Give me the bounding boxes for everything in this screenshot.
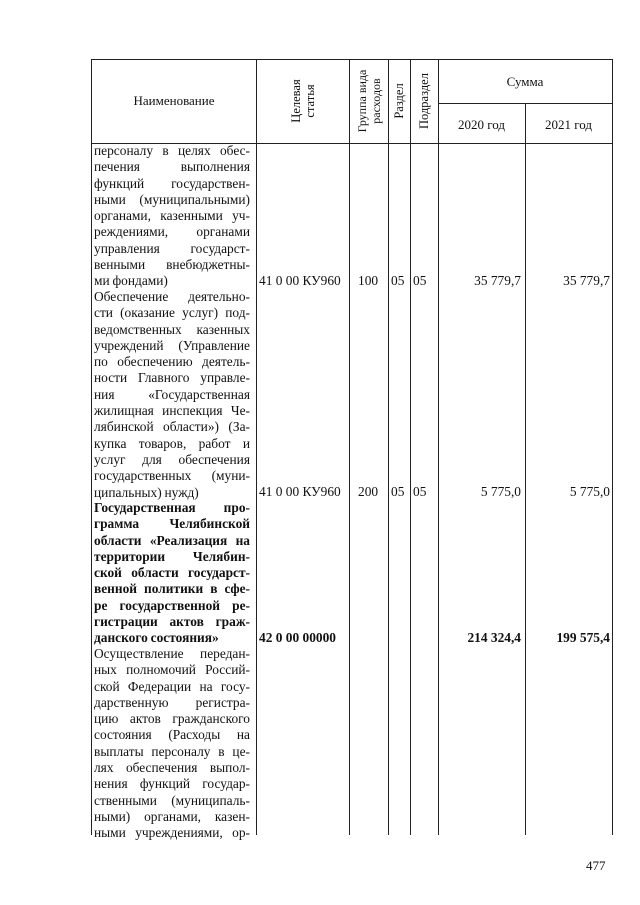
table-left-border <box>91 59 92 835</box>
row-0-section: 05 <box>391 273 405 288</box>
name-line: ных полномочий Россий- <box>94 662 250 678</box>
name-line: государственных (муни- <box>94 468 250 484</box>
row-0-subsection: 05 <box>413 273 427 288</box>
table-top-border <box>91 59 612 60</box>
name-line: Государственная про- <box>94 500 250 515</box>
name-line: реждениями, органами <box>94 224 250 240</box>
row-1-group: 200 <box>358 484 379 499</box>
row-1-name <box>94 289 250 501</box>
row-1-sum-2021: 5 775,0 <box>569 484 610 499</box>
col-divider-target <box>256 59 257 835</box>
name-line: дарственную регистра- <box>94 694 250 710</box>
name-line: ными учреждениями, ор- <box>94 825 250 841</box>
name-line: области «Реализация на <box>94 532 250 548</box>
name-line: Осуществление передан- <box>94 646 250 661</box>
col-divider-group <box>349 59 350 835</box>
name-line: лях обеспечения выпол- <box>94 760 250 776</box>
name-line: печения выполнения <box>94 159 250 175</box>
header-year-2021: 2021 год <box>545 117 592 132</box>
name-line: гистрации актов граж- <box>94 614 250 630</box>
col-divider-years <box>525 103 526 835</box>
col-divider-section <box>388 59 389 835</box>
name-line: ской области государст- <box>94 565 250 581</box>
name-line: ственными (муниципаль- <box>94 792 250 808</box>
name-line: лябинской области») (За- <box>94 419 250 435</box>
name-line: венными внебюджетны- <box>94 257 250 273</box>
name-line: цию актов гражданского <box>94 711 250 727</box>
name-line: венной политики в сфе- <box>94 581 250 597</box>
name-line: ми фондами) <box>94 273 168 289</box>
name-line: функций государствен- <box>94 175 250 191</box>
row-2-sum-2020: 214 324,4 <box>467 630 521 645</box>
row-3-name <box>94 646 250 842</box>
name-line: по обеспечению деятель- <box>94 354 250 370</box>
row-1-subsection: 05 <box>413 484 427 499</box>
name-line: ными) органами, казен- <box>94 808 250 824</box>
name-line: ципальных) нужд) <box>94 484 199 500</box>
row-2-name <box>94 500 250 647</box>
name-line: ре государственной ре- <box>94 597 250 613</box>
header-expense-group: Группа вида расходов <box>355 69 383 133</box>
row-2-target: 42 0 00 00000 <box>259 630 336 645</box>
name-line: органами, казенными уч- <box>94 208 250 224</box>
row-0-sum-2020: 35 779,7 <box>474 273 521 288</box>
name-line: ской Федерации на госу- <box>94 678 250 694</box>
name-line: нения функций государ- <box>94 776 250 792</box>
name-line: ведомственных казенных <box>94 321 250 337</box>
name-line: купка товаров, работ и <box>94 435 250 451</box>
name-line: услуг для обеспечения <box>94 451 250 467</box>
name-line: грамма Челябинской <box>94 516 250 532</box>
name-line: ными (муниципальными) <box>94 191 250 207</box>
header-target-article: Целевая статья <box>289 79 317 123</box>
header-subsection: Подраздел <box>417 73 431 129</box>
row-0-group: 100 <box>358 273 379 288</box>
name-line: персоналу в целях обес- <box>94 143 250 158</box>
header-year-2020: 2020 год <box>458 117 505 132</box>
name-line: территории Челябин- <box>94 548 250 564</box>
row-0-name <box>94 143 250 290</box>
row-1-section: 05 <box>391 484 405 499</box>
name-line: Обеспечение деятельно- <box>94 289 250 304</box>
col-divider-subsection <box>410 59 411 835</box>
col-divider-sum <box>438 59 439 835</box>
header-section: Раздел <box>392 83 406 119</box>
name-line: сти (оказание услуг) под- <box>94 305 250 321</box>
name-line: состояния (Расходы на <box>94 727 250 743</box>
row-0-sum-2021: 35 779,7 <box>563 273 610 288</box>
name-line: ности Главного управле- <box>94 370 250 386</box>
row-1-sum-2020: 5 775,0 <box>480 484 521 499</box>
header-sum: Сумма <box>506 74 544 89</box>
name-line: выплаты персоналу в це- <box>94 743 250 759</box>
row-2-sum-2021: 199 575,4 <box>556 630 610 645</box>
name-line: ния «Государственная <box>94 386 250 402</box>
header-name: Наименование <box>133 93 215 108</box>
name-line: управления государст- <box>94 240 250 256</box>
page-number: 477 <box>586 858 606 873</box>
table-right-border <box>612 59 613 835</box>
name-line: жилищная инспекция Че- <box>94 403 250 419</box>
row-0-target: 41 0 00 КУ960 <box>259 273 341 288</box>
name-line: учреждений (Управление <box>94 337 250 353</box>
name-line: данского состояния» <box>94 630 219 646</box>
row-1-target: 41 0 00 КУ960 <box>259 484 341 499</box>
